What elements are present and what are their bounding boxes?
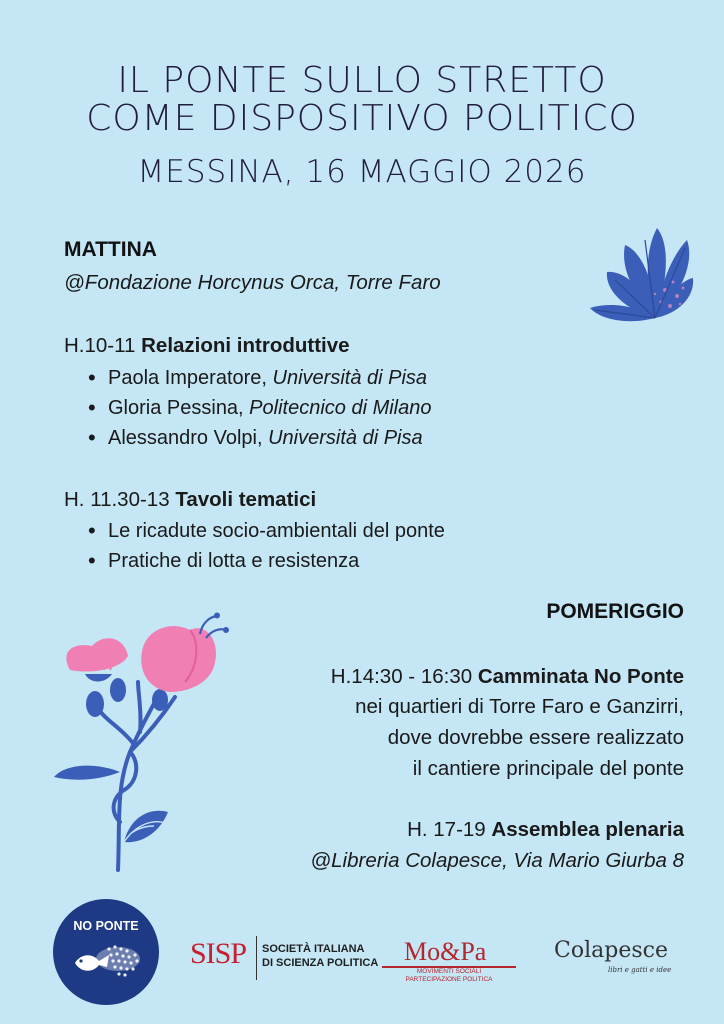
session-relazioni xyxy=(64,331,350,361)
session-time: H. 17-19 xyxy=(407,818,486,841)
session-time: H.14:30 - 16:30 xyxy=(330,665,473,688)
sisp-logo-mark: SISP xyxy=(190,937,247,970)
afternoon-heading: POMERIGGIO xyxy=(546,600,684,623)
session-tavoli xyxy=(64,485,316,515)
leaf-illustration xyxy=(585,210,697,325)
camminata-desc-1: nei quartieri di Torre Faro e Ganzirri, xyxy=(355,695,684,718)
morning-venue: @Fondazione Horcynus Orca, Torre Faro xyxy=(64,271,441,294)
colapesce-logo-mark: Colapesce xyxy=(554,938,668,963)
flower-illustration xyxy=(50,612,230,874)
event-date: MESSINA, 16 MAGGIO 2026 xyxy=(137,154,587,190)
session-assemblea xyxy=(407,815,684,845)
morning-heading: MATTINA xyxy=(64,238,157,261)
sisp-divider xyxy=(256,936,257,980)
camminata-desc-3: il cantiere principale del ponte xyxy=(412,757,684,780)
session-title: Assemblea plenaria xyxy=(491,818,684,841)
session-title: Tavoli tematici xyxy=(175,488,317,511)
session-time: H. 11.30-13 xyxy=(64,488,170,511)
event-title-line1: IL PONTE SULLO STRETTO xyxy=(117,60,607,101)
session-time: H.10-11 xyxy=(64,334,136,357)
event-title-line2: COME DISPOSITIVO POLITICO xyxy=(86,98,638,139)
noponte-logo-text: NO PONTE xyxy=(73,919,139,933)
session-title: Camminata No Ponte xyxy=(477,665,684,688)
mopa-logo-text: MOVIMENTI SOCIALI PARTECIPAZIONE POLITICA xyxy=(405,968,493,983)
list-item: • Paola Imperatore, Università di Pisa xyxy=(86,363,432,393)
speakers-list xyxy=(86,363,432,453)
session-camminata xyxy=(331,662,684,692)
assemblea-venue: @Libreria Colapesce, Via Mario Giurba 8 xyxy=(310,849,684,872)
list-item: • Pratiche di lotta e resistenza xyxy=(86,546,445,576)
sisp-logo-text: SOCIETÀ ITALIANA DI SCIENZA POLITICA xyxy=(262,943,379,969)
list-item: • Alessandro Volpi, Università di Pisa xyxy=(86,423,432,453)
list-item: • Gloria Pessina, Politecnico di Milano xyxy=(86,393,432,423)
list-item: • Le ricadute socio-ambientali del ponte xyxy=(86,516,445,546)
tavoli-list xyxy=(86,516,445,576)
camminata-desc-2: dove dovrebbe essere realizzato xyxy=(387,726,684,749)
mopa-logo-mark: Mo&Pa xyxy=(404,937,487,966)
session-title: Relazioni introduttive xyxy=(141,334,350,357)
noponte-logo xyxy=(53,899,159,1005)
colapesce-tagline: libri e gatti e idee xyxy=(608,966,672,974)
